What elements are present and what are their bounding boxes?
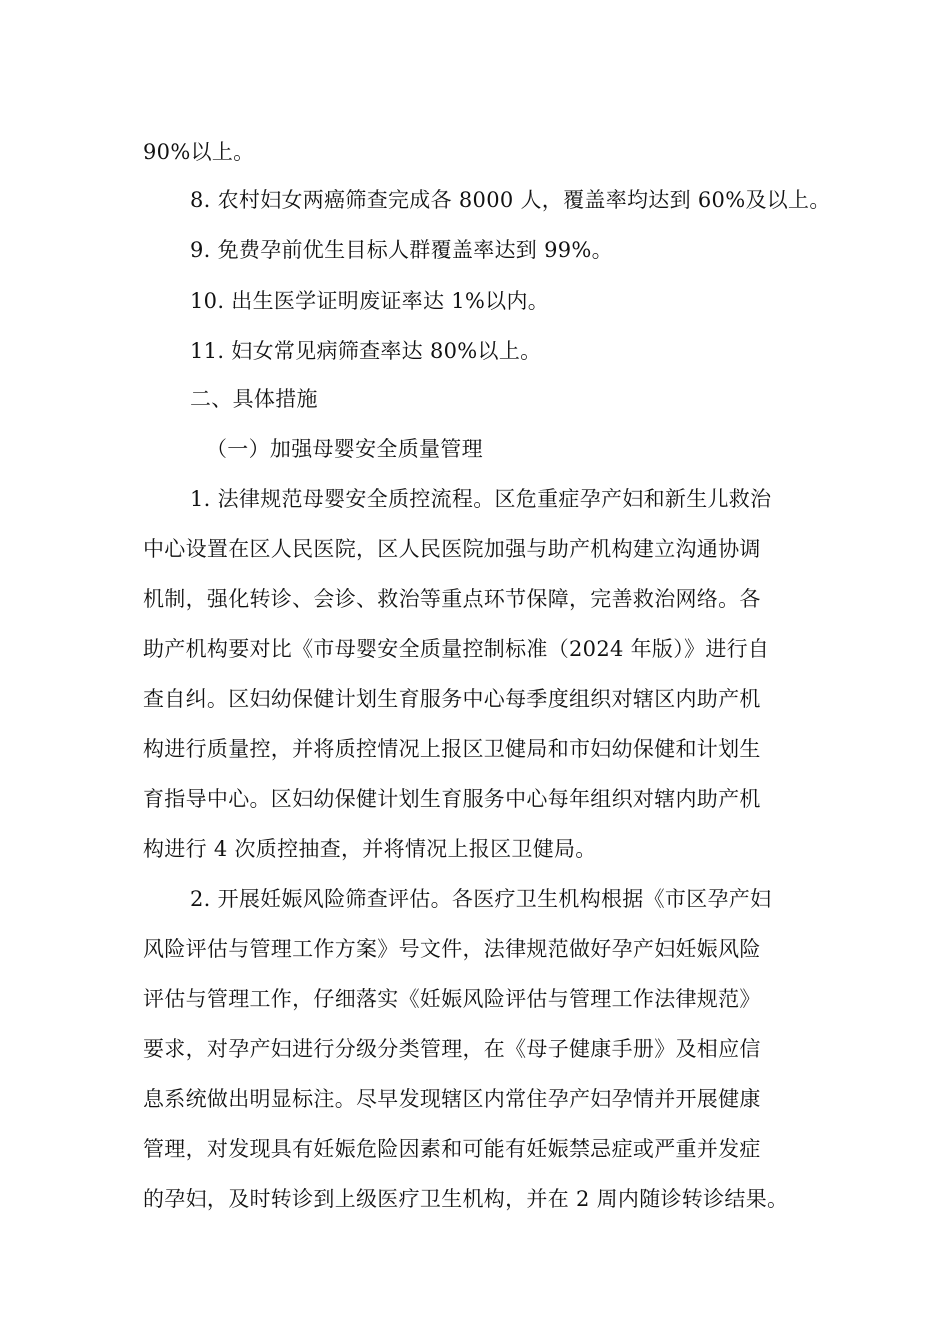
paragraph-line: 风险评估与管理工作方案》号文件，法律规范做好孕产妇妊娠风险 <box>143 937 761 961</box>
paragraph-line: 90%以上。 <box>143 140 255 164</box>
paragraph-line: 的孕妇，及时转诊到上级医疗卫生机构，并在 2 周内随诊转诊结果。 <box>143 1187 789 1211</box>
paragraph-line: 息系统做出明显标注。尽早发现辖区内常住孕产妇孕情并开展健康 <box>143 1087 761 1111</box>
paragraph-line: 管理，对发现具有妊娠危险因素和可能有妊娠禁忌症或严重并发症 <box>143 1137 761 1161</box>
paragraph-line: 机制，强化转诊、会诊、救治等重点环节保障，完善救治网络。各 <box>143 587 761 611</box>
paragraph-line: 育指导中心。区妇幼保健计划生育服务中心每年组织对辖内助产机 <box>143 787 761 811</box>
paragraph-line: 助产机构要对比《市母婴安全质量控制标准（2024 年版）》进行自 <box>143 637 770 661</box>
paragraph-line: 评估与管理工作，仔细落实《妊娠风险评估与管理工作法律规范》 <box>143 987 761 1011</box>
list-item-10: 10. 出生医学证明废证率达 1%以内。 <box>190 289 550 313</box>
paragraph-line: 构进行 4 次质控抽查，并将情况上报区卫健局。 <box>143 837 597 861</box>
paragraph-line: 查自纠。区妇幼保健计划生育服务中心每季度组织对辖区内助产机 <box>143 687 761 711</box>
paragraph-line: 1. 法律规范母婴安全质控流程。区危重症孕产妇和新生儿救治 <box>190 487 772 511</box>
list-item-9: 9. 免费孕前优生目标人群覆盖率达到 99%。 <box>190 238 613 262</box>
paragraph-line: 构进行质量控，并将质控情况上报区卫健局和市妇幼保健和计划生 <box>143 737 761 761</box>
paragraph-line: 中心设置在区人民医院，区人民医院加强与助产机构建立沟通协调 <box>143 537 761 561</box>
list-item-8: 8. 农村妇女两癌筛查完成各 8000 人，覆盖率均达到 60%及以上。 <box>190 188 831 212</box>
section-heading: 二、具体措施 <box>190 387 318 411</box>
paragraph-line: 2. 开展妊娠风险筛查评估。各医疗卫生机构根据《市区孕产妇 <box>190 887 772 911</box>
paragraph-line: 要求，对孕产妇进行分级分类管理，在《母子健康手册》及相应信 <box>143 1037 761 1061</box>
list-item-11: 11. 妇女常见病筛查率达 80%以上。 <box>190 339 542 363</box>
subsection-heading: （一）加强母婴安全质量管理 <box>206 437 483 461</box>
